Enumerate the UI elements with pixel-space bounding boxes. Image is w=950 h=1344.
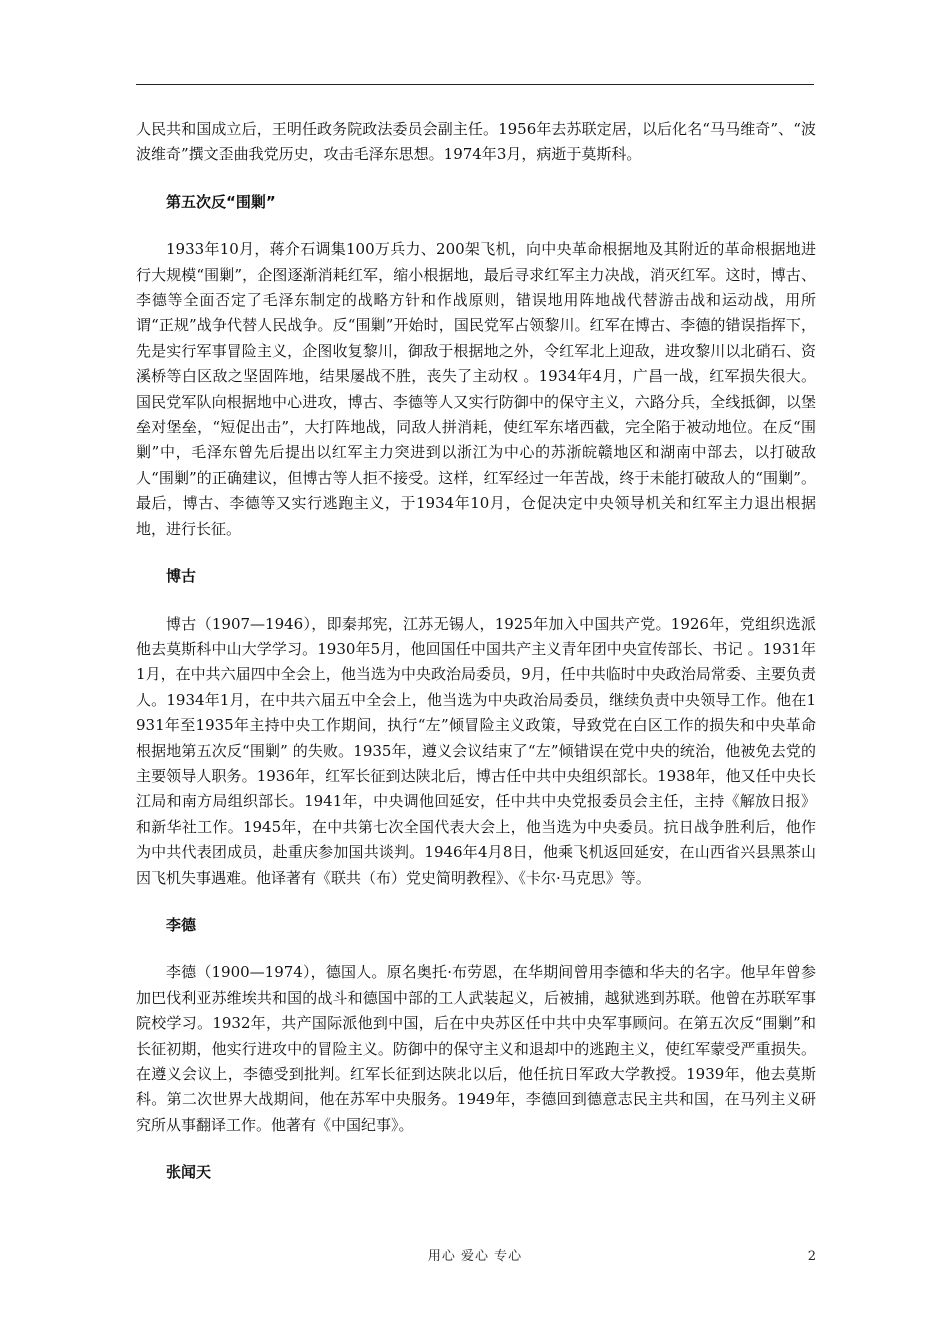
section-body-bo-gu: 博古（1907—1946），即秦邦宪，江苏无锡人，1925年加入中国共产党。1926年，党组织选派他去莫斯科中山大学学习。1930年5月，他回国任中国共产主义青年团中央宣传部长、书记 。1931年1月，在中共六届四中全会上，他当选为中央政治局委员，9月，任中共临时中央政治局常委、主要负责人。1934年1月，在中共六届五中全会上，他当选为中央政治局委员，继续负责中央领导工作。他在1931年至1935年主持中央工作期间，执行“左”倾冒险主义政策，导致党在白区工作的损失和中央革命根据地第五次反“围剿” 的失败。1935年，遵义会议结束了“左”倾错误在党中央的统治，他被免去党的主要领导人职务。1936年，红军长征到达陕北后，博古任中共中央组织部长。1938年，他又任中央长江局和南方局组织部长。1941年，中央调他回延安，任中共中央党报委员会主任，主持《解放日报》和新华社工作。1945年，在中共第七次全国代表大会上，他当选为中央委员。抗日战争胜利后，他作为中共代表团成员，赴重庆参加国共谈判。1946年4月8日，他乘飞机返回延安，在山西省兴县黑茶山因飞机失事遇难。他译著有《联共（布）党史简明教程》、《卡尔·马克思》等。 xyxy=(136,614,816,887)
page-number: 2 xyxy=(807,1249,816,1264)
section-heading-zhang-wentian: 张闻天 xyxy=(166,1163,212,1182)
footer-motto: 用心 爱心 专心 xyxy=(427,1249,523,1264)
section-body-li-de: 李德（1900—1974），德国人。原名奥托·布劳恩，在华期间曾用李德和华夫的名字。他早年曾参加巴伐利亚苏维埃共和国的战斗和德国中部的工人武装起义，后被捕，越狱逃到苏联。他曾在苏联军事院校学习。1932年，共产国际派他到中国，后在中央苏区任中共中央军事顾问。在第五次反“围剿”和长征初期，他实行进攻中的冒险主义。防御中的保守主义和退却中的逃跑主义，使红军蒙受严重损失。在遵义会议上，李德受到批判。红军长征到达陕北以后，他任抗日军政大学教授。1939年，他去莫斯科。第二次世界大战期间，他在苏军中央服务。1949年，李德回到德意志民主共和国，在马列主义研究所从事翻译工作。他著有《中国纪事》。 xyxy=(136,963,816,1134)
section-heading-bo-gu: 博古 xyxy=(166,567,197,586)
section-body-fifth-campaign: 1933年10月，蒋介石调集100万兵力、200架飞机，向中央革命根据地及其附近的革命根据地进行大规模“围剿”，企图逐渐消耗红军，缩小根据地，最后寻求红军主力决战，消灭红军。这时，博古、李德等全面否定了毛泽东制定的战略方针和作战原则，错误地用阵地战代替游击战和运动战，用所谓“正规”战争代替人民战争。反“围剿”开始时，国民党军占领黎川。红军在博古、李德的错误指挥下，先是实行军事冒险主义，企图收复黎川，御敌于根据地之外，令红军北上迎敌，进攻黎川以北硝石、资溪桥等白区敌之坚固阵地，结果屡战不胜，丧失了主动权 。1934年4月，广昌一战，红军损失很大。国民党军队向根据地中心进攻，博古、李德等人又实行防御中的保守主义，六路分兵，全线抵御，以堡垒对堡垒，“短促出击”，大打阵地战，同敌人拼消耗，使红军东堵西截，完全陷于被动地位。在反“围剿”中，毛泽东曾先后提出以红军主力突进到以浙江为中心的苏浙皖赣地区和湖南中部去，以打破敌人“围剿”的正确建议，但博古等人拒不接受。这样，红军经过一年苦战，终于未能打破敌人的“围剿”。最后，博古、李德等又实行逃跑主义，于1934年10月，仓促决定中央领导机关和红军主力退出根据地，进行长征。 xyxy=(136,240,816,538)
intro-paragraph: 人民共和国成立后，王明任政务院政法委员会副主任。1956年去苏联定居，以后化名“马马维奇”、“波波维奇”撰文歪曲我党历史，攻击毛泽东思想。1974年3月，病逝于莫斯科。 xyxy=(136,120,816,164)
section-heading-fifth-campaign: 第五次反“围剿” xyxy=(166,192,276,211)
document-body xyxy=(136,117,816,1186)
header-rule xyxy=(136,84,814,85)
section-heading-li-de: 李德 xyxy=(166,915,197,934)
